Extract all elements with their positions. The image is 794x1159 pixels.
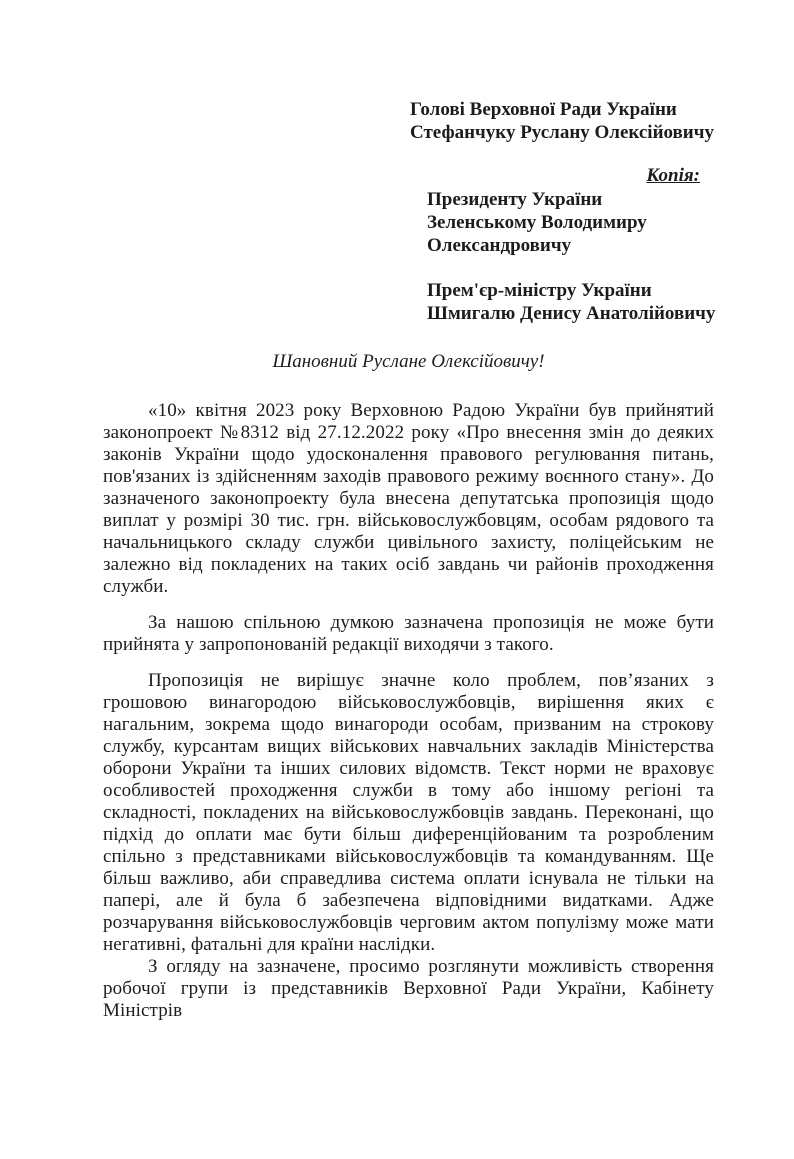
recipient-block	[410, 98, 716, 325]
paragraph-4: З огляду на зазначене, просимо розглянути можливість створення робочої групи із представників Верховної Ради України, Кабінету Міністрів	[103, 956, 714, 1021]
salutation: Шановний Руслане Олексійовичу!	[272, 351, 545, 372]
paragraph-3: Пропозиція не вирішує значне коло проблем, пов’язаних з грошовою винагородою військовослужбовців, вирішення яких є нагальним, зокрема щодо винагороди особам, призваним на строкову службу, курсантам вищих військових навчальних закладів Міністерства оборони України та інших силових відомств. Текст норми не враховує особливостей проходження служби в тому або іншому регіоні та складності, покладених на військовослужбовців завдань. Переконані, що підхід до оплати має бути більш диференційованим та розробленим спільно з представниками військовослужбовців та командуванням. Ще більш важливо, аби справедлива система оплати існувала не тільки на папері, але й була б забезпечена відповідними видатками. Адже розчарування військовослужбовців черговим актом популізму може мати негативні, фатальні для країни наслідки.	[103, 670, 714, 955]
primary-recipient-title: Голові Верховної Ради України	[410, 99, 677, 120]
paragraph-2: За нашою спільною думкою зазначена пропозиція не може бути прийнята у запропонованій редакції виходячи з такого.	[103, 612, 714, 655]
copy-recipient-president-name: Зеленському Володимиру	[427, 212, 647, 233]
paragraph-1: «10» квітня 2023 року Верховною Радою України був прийнятий законопроект №8312 від 27.12.2022 року «Про внесення змін до деяких законів України щодо удосконалення правового регулювання питань, пов'язаних із здійсненням заходів правового режиму воєнного стану». До зазначеного законопроекту була внесена депутатська пропозиція щодо виплат у розмірі 30 тис. грн. військовослужбовцям, особам рядового та начальницького складу служби цивільного захисту, поліцейським не залежно від покладених на таких осіб завдань чи районів проходження служби.	[103, 400, 714, 597]
copy-label: Копія:	[646, 165, 700, 186]
copy-recipient-pm-name: Шмигалю Денису Анатолійовичу	[427, 303, 716, 324]
primary-recipient	[410, 98, 714, 144]
copy-recipient-president-patronymic: Олександровичу	[427, 235, 572, 256]
copy-recipient-president-title: Президенту України	[427, 189, 603, 210]
copy-recipient-president	[427, 188, 710, 257]
primary-recipient-name: Стефанчуку Руслану Олексійовичу	[410, 122, 714, 143]
copy-recipient-prime-minister	[427, 279, 716, 325]
copy-recipient-pm-title: Прем'єр-міністру України	[427, 280, 652, 301]
letter-body	[103, 400, 714, 1022]
